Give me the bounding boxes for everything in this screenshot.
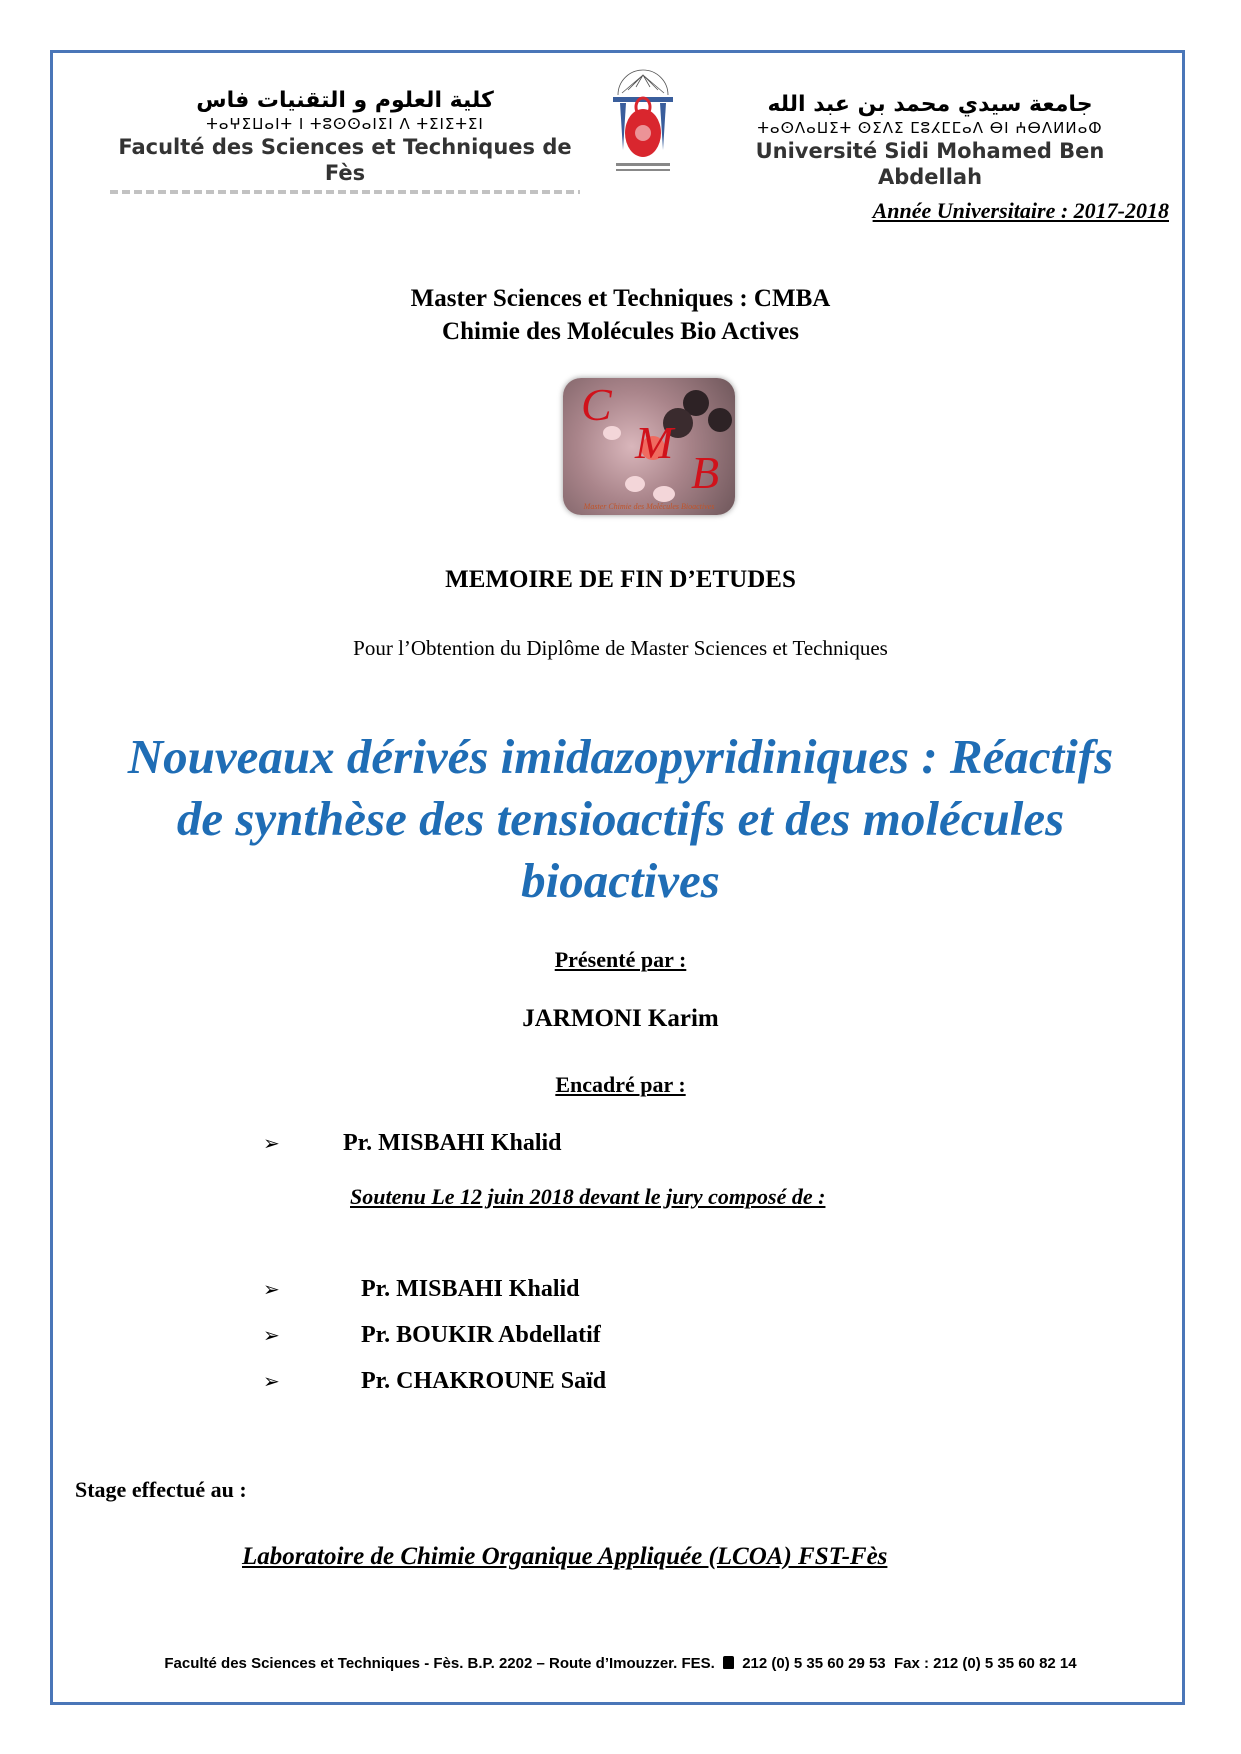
usmba-french-name: Université Sidi Mohamed Ben Abdellah — [755, 139, 1105, 189]
academic-year: Année Universitaire : 2017-2018 — [872, 198, 1169, 223]
atom-icon — [708, 408, 732, 432]
logo-caption: Master Chimie des Molécules Bioactives — [583, 502, 715, 511]
thesis-title-line-2: de synthèse des tensioactifs et des molécules — [176, 791, 1065, 846]
footer-address: Faculté des Sciences et Techniques - Fès. B.P. 2202 – Route d’Imouzzer. FES. — [164, 1655, 715, 1672]
thesis-title-line-1: Nouveaux dérivés imidazopyridiniques : Réactifs — [127, 729, 1114, 784]
university-crest-logo — [608, 55, 678, 180]
atom-icon — [625, 476, 645, 492]
thesis-title-line-3: bioactives — [521, 853, 720, 908]
jury-item: ➢ Pr. CHAKROUNE Saïd — [263, 1368, 607, 1394]
phone-icon — [723, 1656, 734, 1669]
footer-fax: Fax : 212 (0) 5 35 60 82 14 — [893, 1655, 1077, 1672]
fst-tifinagh-name: ⵜⴰⵖⵉⵡⴰⵏⵜ ⵏ ⵜⵓⵙⵙⴰⵏⵉⵏ ⴷ ⵜⵉⵏⵉⵜⵉⵏ — [206, 115, 484, 133]
jury-member-name: Pr. MISBAHI Khalid — [361, 1276, 580, 1302]
fst-arabic-name: كلية العلوم و التقنيات فاس — [196, 88, 494, 113]
footer — [0, 1655, 1241, 1672]
logo-letter-m: M — [635, 417, 674, 468]
usmba-header — [720, 92, 1140, 190]
author-name: JARMONI Karim — [522, 1005, 719, 1032]
logo-letter-b: B — [691, 447, 720, 498]
internship-lab: Laboratoire de Chimie Organique Appliquée (LCOA) FST-Fès — [242, 1543, 888, 1570]
footer-phone: 212 (0) 5 35 60 29 53 — [742, 1655, 886, 1672]
logo-letter-c: C — [581, 379, 612, 430]
jury-item: ➢ Pr. MISBAHI Khalid — [263, 1276, 580, 1302]
jury-member-name: Pr. BOUKIR Abdellatif — [361, 1322, 601, 1348]
supervisor-name: Pr. MISBAHI Khalid — [343, 1130, 562, 1156]
internship-label: Stage effectué au : — [75, 1477, 247, 1502]
cmb-program-logo — [563, 378, 735, 515]
defense-label: Soutenu Le 12 juin 2018 devant le jury composé de : — [350, 1184, 826, 1209]
fst-header — [110, 88, 580, 194]
supervised-by-label: Encadré par : — [555, 1072, 686, 1097]
fst-french-name: Faculté des Sciences et Techniques de Fès — [118, 135, 572, 185]
usmba-tifinagh-name: ⵜⴰⵙⴷⴰⵡⵉⵜ ⵙⵉⴷⵉ ⵎⵓⵃⵎⵎⴰⴷ ⴱⵏ ⵄⴱⴷⵍⵍⴰⵀ — [757, 119, 1103, 137]
usmba-arabic-name: جامعة سيدي محمد بن عبد الله — [767, 92, 1093, 117]
jury-member-name: Pr. CHAKROUNE Saïd — [361, 1368, 607, 1394]
program-subtitle: Chimie des Molécules Bio Actives — [442, 318, 799, 345]
atom-icon — [653, 486, 675, 502]
thesis-title — [50, 726, 1191, 912]
header-divider — [110, 190, 580, 194]
presented-by-label: Présenté par : — [554, 947, 687, 972]
document-type: MEMOIRE DE FIN D’ETUDES — [445, 566, 796, 593]
jury-item: ➢ Pr. BOUKIR Abdellatif — [263, 1322, 601, 1348]
supervisor-item: ➢ Pr. MISBAHI Khalid — [263, 1130, 562, 1156]
program-title: Master Sciences et Techniques : CMBA — [410, 285, 831, 312]
diploma-purpose: Pour l’Obtention du Diplôme de Master Sciences et Techniques — [353, 636, 888, 660]
